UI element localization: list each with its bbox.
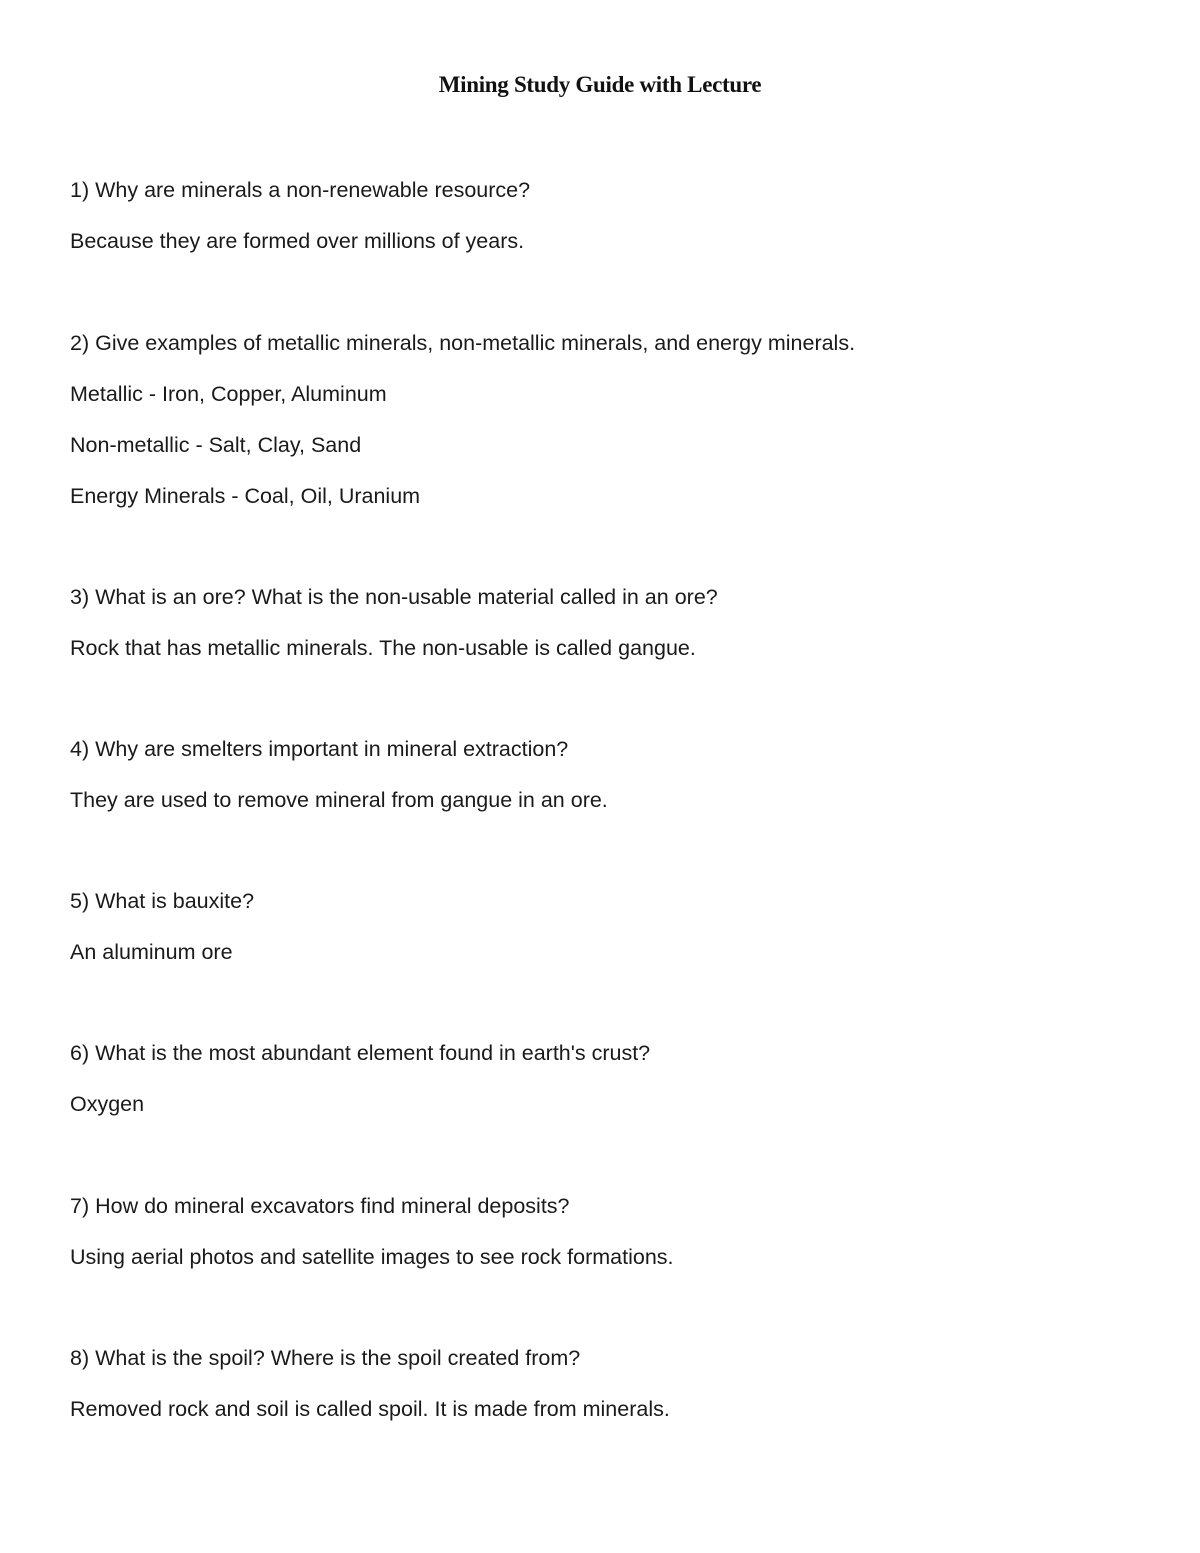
question-3: 3) What is an ore? What is the non-usable material called in an ore? [70,585,718,609]
question-5: 5) What is bauxite? [70,889,255,913]
answer-7: Using aerial photos and satellite images to see rock formations. [70,1245,674,1269]
answer-2-non-metallic: Non-metallic - Salt, Clay, Sand [70,433,362,457]
answer-4: They are used to remove mineral from gangue in an ore. [70,788,608,812]
question-1: 1) Why are minerals a non-renewable resource? [70,178,531,202]
answer-5: An aluminum ore [70,940,233,964]
question-6: 6) What is the most abundant element found in earth's crust? [70,1041,651,1065]
question-8: 8) What is the spoil? Where is the spoil created from? [70,1346,581,1370]
question-4: 4) Why are smelters important in mineral extraction? [70,737,569,761]
answer-8: Removed rock and soil is called spoil. It is made from minerals. [70,1397,670,1421]
question-7: 7) How do mineral excavators find mineral deposits? [70,1194,570,1218]
question-2: 2) Give examples of metallic minerals, non-metallic minerals, and energy minerals. [70,331,856,355]
answer-3: Rock that has metallic minerals. The non-usable is called gangue. [70,636,696,660]
answer-1: Because they are formed over millions of years. [70,229,525,253]
answer-2-energy: Energy Minerals - Coal, Oil, Uranium [70,484,421,508]
answer-2-metallic: Metallic - Iron, Copper, Aluminum [70,382,387,406]
document-title: Mining Study Guide with Lecture [438,72,762,97]
answer-6: Oxygen [70,1092,145,1116]
